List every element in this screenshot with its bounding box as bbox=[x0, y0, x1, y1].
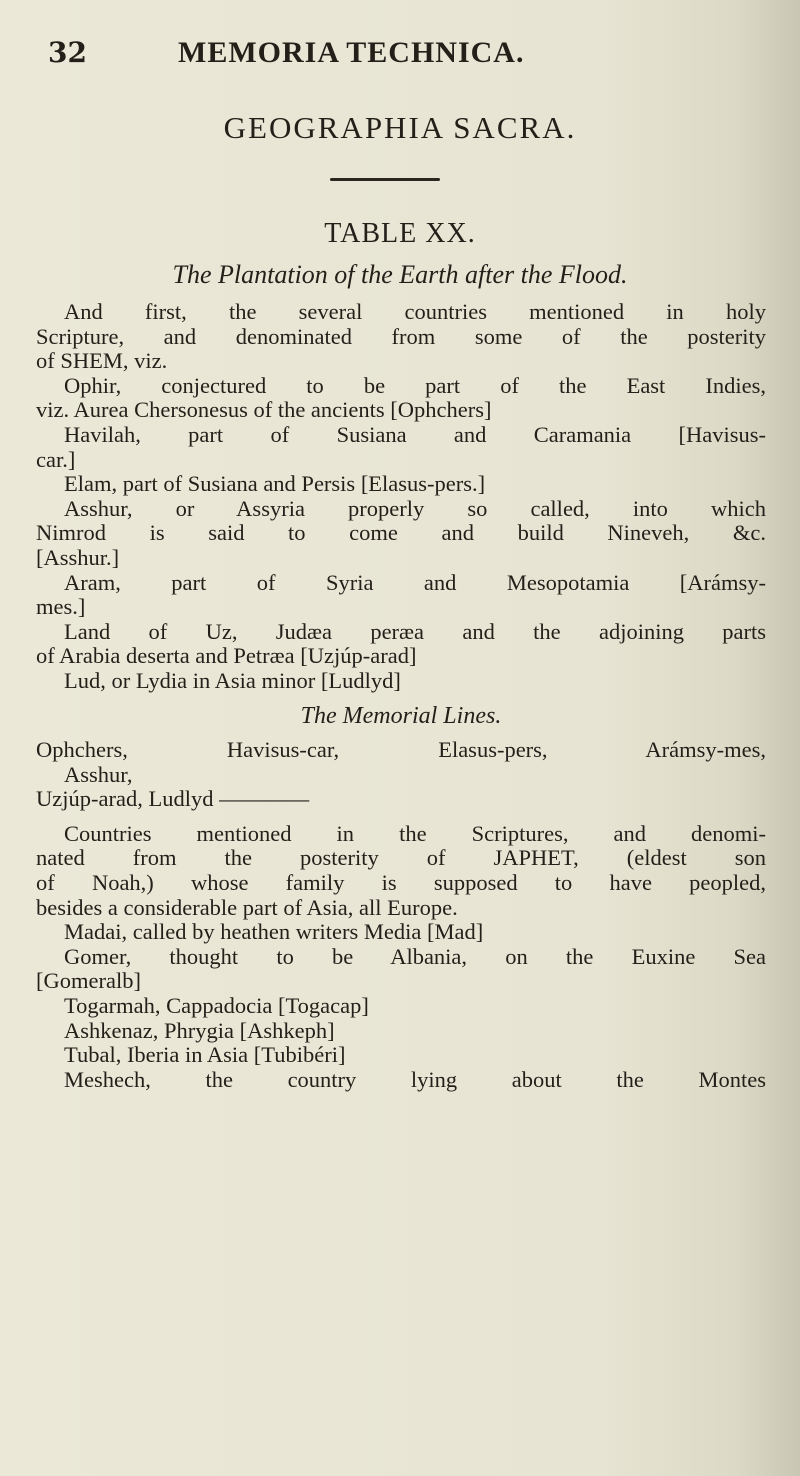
text-line: Elam, part of Susiana and Persis [Elasus-pers.] bbox=[64, 471, 486, 497]
text-line: of Noah,) whose family is supposed to have peopled, bbox=[36, 870, 766, 896]
text-line: Meshech, the country lying about the Montes bbox=[64, 1066, 766, 1092]
page-number: 32 bbox=[48, 36, 87, 69]
text-line: [Gomeralb] bbox=[36, 968, 141, 994]
text-line: [Asshur.] bbox=[36, 544, 120, 570]
text-line: Scripture, and denominated from some of the posterity bbox=[36, 323, 766, 349]
text-line: Tubal, Iberia in Asia [Tubibéri] bbox=[64, 1042, 346, 1068]
text-line: Land of Uz, Judæa peræa and the adjoining parts bbox=[64, 618, 766, 644]
page-header bbox=[48, 22, 688, 78]
table-title: TABLE XX. bbox=[324, 218, 476, 249]
text-line: Aram, part of Syria and Mesopotamia [Arámsy- bbox=[64, 569, 766, 595]
running-head: MEMORIA TECHNICA. bbox=[178, 36, 525, 69]
paragraph-gap bbox=[36, 694, 766, 704]
text-line: Lud, or Lydia in Asia minor [Ludlyd] bbox=[64, 667, 401, 693]
section-title: GEOGRAPHIA SACRA. bbox=[223, 110, 577, 145]
text-line: Countries mentioned in the Scriptures, and denomi- bbox=[64, 820, 766, 846]
text-line: Ashkenaz, Phrygia [Ashkeph] bbox=[64, 1017, 335, 1043]
text-line: Madai, called by heathen writers Media [Mad] bbox=[64, 919, 484, 945]
text-line: Uzjúp-arad, Ludlyd ———— bbox=[36, 786, 310, 812]
text-line: Havilah, part of Susiana and Caramania [Havisus- bbox=[64, 421, 766, 447]
text-line: Asshur, bbox=[64, 761, 133, 787]
text-line: nated from the posterity of JAPHET, (eldest son bbox=[36, 845, 766, 871]
text-line: Ophir, conjectured to be part of the East Indies, bbox=[64, 372, 766, 398]
text-line: Togarmah, Cappadocia [Togacap] bbox=[64, 993, 369, 1019]
text-line: mes.] bbox=[36, 594, 86, 620]
text-line: besides a considerable part of Asia, all Europe. bbox=[36, 894, 458, 920]
text-line: of Arabia deserta and Petræa [Uzjúp-arad] bbox=[36, 643, 417, 669]
text-line: The Memorial Lines. bbox=[300, 702, 502, 729]
text-line: of SHEM, viz. bbox=[36, 348, 168, 374]
text-line: car.] bbox=[36, 446, 76, 472]
text-line: Asshur, or Assyria properly so called, into which bbox=[64, 495, 766, 521]
body-text bbox=[36, 300, 766, 1092]
text-line: Nimrod is said to come and build Nineveh, &c. bbox=[36, 520, 766, 546]
text-line: Gomer, thought to be Albania, on the Euxine Sea bbox=[64, 943, 766, 969]
text-line: viz. Aurea Chersonesus of the ancients [Ophchers] bbox=[36, 397, 492, 423]
table-subtitle: The Plantation of the Earth after the Flood. bbox=[172, 260, 628, 289]
decorative-rule bbox=[330, 178, 440, 181]
text-line: And first, the several countries mentioned in holy bbox=[64, 299, 766, 324]
text-line: Ophchers, Havisus-car, Elasus-pers, Arámsy-mes, bbox=[36, 737, 766, 763]
